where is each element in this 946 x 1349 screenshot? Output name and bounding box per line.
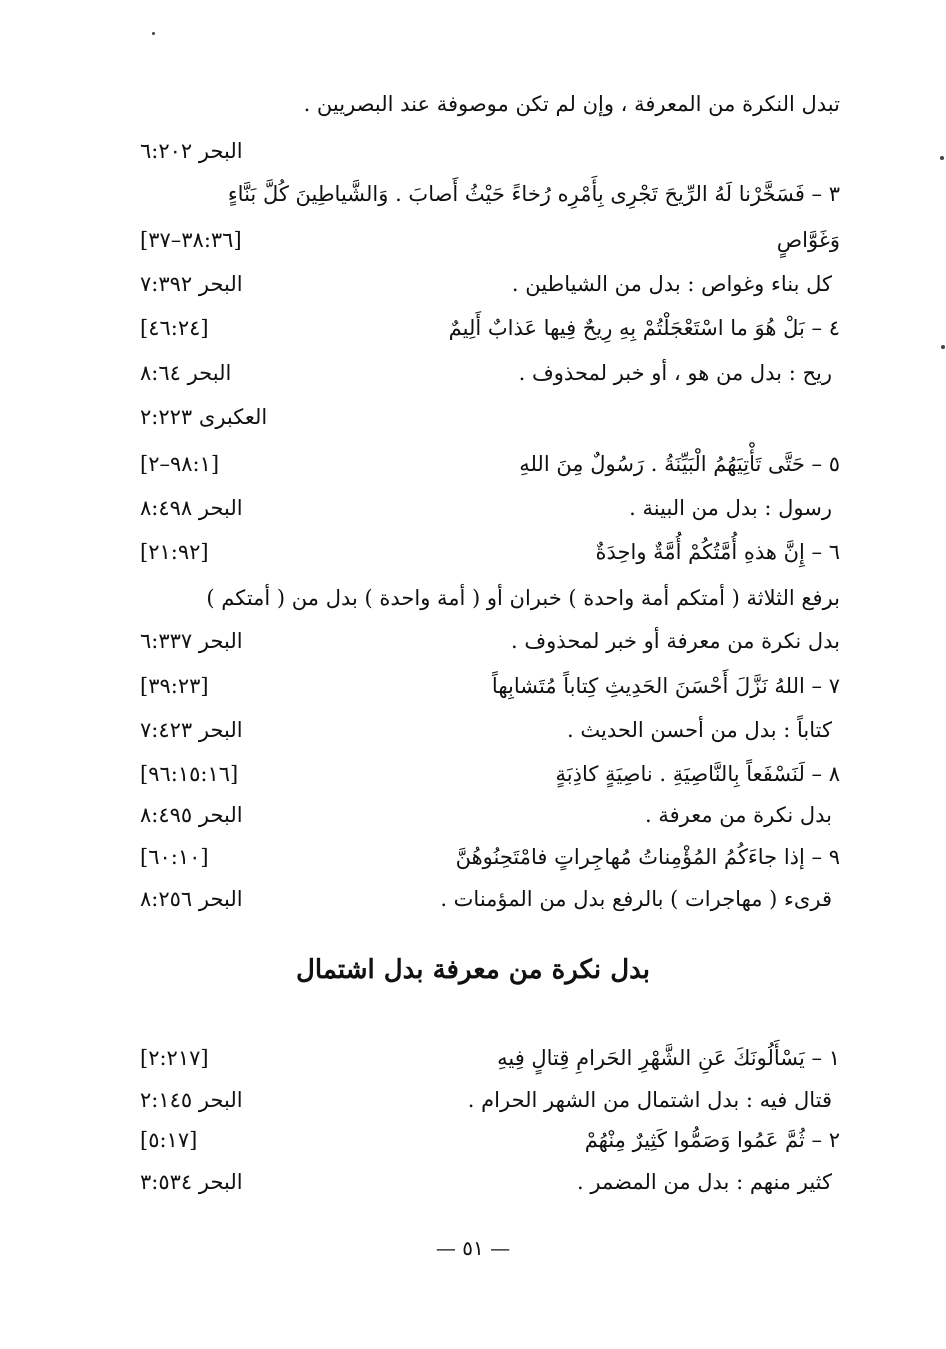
page-number: — ٥١ —	[435, 1236, 511, 1260]
verse-8: ٨ – لَنَسْفَعاً بِالنَّاصِيَةِ . ناصِيَةٍ كاذِبَةٍ	[555, 762, 840, 786]
note-9-ref: البحر ٨:٢٥٦	[140, 887, 243, 911]
note-5-ref: البحر ٨:٤٩٨	[140, 496, 243, 520]
note-3: كل بناء وغواص : بدل من الشياطين .	[511, 272, 832, 296]
verse-4-ref: [٤٦:٢٤]	[140, 316, 209, 340]
note-4-ref2-line	[140, 399, 840, 435]
scan-speck	[941, 345, 945, 349]
note-3-ref: البحر ٧:٣٩٢	[140, 272, 243, 296]
note-7-line	[140, 712, 840, 748]
verse-b1-ref: [٢:٢١٧]	[140, 1046, 209, 1070]
note-b1: قتال فيه : بدل اشتمال من الشهر الحرام .	[467, 1088, 832, 1112]
note-b2-line	[140, 1164, 840, 1200]
verse-3: ٣ – فَسَخَّرْنا لَهُ الرِّيحَ تَجْرِى بِأَمْرِه رُخاءً حَيْثُ أَصابَ . وَالشَّياطِينَ كُلَّ بَنَّاءٍ	[227, 182, 840, 206]
note-4: ريح : بدل من هو ، أو خبر لمحذوف .	[518, 361, 832, 385]
verse-4: ٤ – بَلْ هُوَ ما اسْتَعْجَلْتُمْ بِهِ رِيحٌ فِيها عَذابٌ أَلِيمٌ	[448, 316, 840, 340]
note-5: رسول : بدل من البينة .	[629, 496, 832, 520]
note-9: قرىء ( مهاجرات ) بالرفع بدل من المؤمنات .	[440, 887, 832, 911]
verse-7: ٧ – اللهُ نَزَّلَ أَحْسَنَ الحَدِيثِ كِتاباً مُتَشابِهاً	[491, 674, 840, 698]
intro-text: تبدل النكرة من المعرفة ، وإن لم تكن موصوفة عند البصريين .	[303, 92, 840, 116]
note-6b-line	[140, 623, 840, 659]
scan-speck	[152, 32, 155, 35]
verse-5-ref: [٩٨:١–٢]	[140, 452, 220, 476]
verse-6-line	[140, 534, 840, 570]
note-7: كتاباً : بدل من أحسن الحديث .	[567, 718, 832, 742]
verse-6-ref: [٢١:٩٢]	[140, 540, 209, 564]
verse-9-ref: [٦٠:١٠]	[140, 845, 209, 869]
scan-speck	[940, 156, 944, 160]
note-b1-ref: البحر ٢:١٤٥	[140, 1088, 243, 1112]
note-6: برفع الثلاثة ( أمتكم أمة واحدة ) خبران أو ( أمة واحدة ) بدل من ( أمتكم )	[206, 586, 840, 610]
verse-b2-ref: [٥:١٧]	[140, 1128, 198, 1152]
note-4-ref: البحر ٨:٦٤	[140, 361, 232, 385]
note-9-line	[140, 881, 840, 917]
intro-ref-line	[140, 133, 840, 169]
note-b1-line	[140, 1082, 840, 1118]
verse-4-line	[140, 310, 840, 346]
note-b2: كثير منهم : بدل من المضمر .	[577, 1170, 832, 1194]
verse-9-line	[140, 839, 840, 875]
verse-9: ٩ – إذا جاءَكُمُ المُؤْمِناتُ مُهاجِراتٍ فامْتَحِنُوهُنَّ	[455, 845, 840, 869]
verse-3-cont: وَغَوَّاصٍ	[776, 228, 840, 252]
note-8: بدل نكرة من معرفة .	[644, 803, 832, 827]
verse-8-ref: [٩٦:١٥:١٦]	[140, 762, 239, 786]
note-8-ref: البحر ٨:٤٩٥	[140, 803, 243, 827]
verse-3-ref: [٣٨:٣٦–٣٧]	[140, 228, 242, 252]
verse-b1: ١ – يَسْأَلُونَكَ عَنِ الشَّهْرِ الحَرامِ قِتالٍ فِيهِ	[497, 1046, 840, 1070]
verse-5-line	[140, 446, 840, 482]
section-heading: بدل نكرة من معرفة بدل اشتمال	[296, 955, 650, 985]
intro-line	[140, 86, 840, 122]
note-5-line	[140, 490, 840, 526]
note-4-ref2: العكبرى ٢:٢٢٣	[140, 405, 268, 429]
verse-b2: ٢ – ثُمَّ عَمُوا وَصَمُّوا كَثِيرٌ مِنْهُمْ	[584, 1128, 840, 1152]
verse-6: ٦ – إِنَّ هذهِ أُمَّتُكُمْ أُمَّةٌ واحِدَةٌ	[595, 540, 840, 564]
note-4-line	[140, 355, 840, 391]
verse-b2-line	[140, 1122, 840, 1158]
note-7-ref: البحر ٧:٤٢٣	[140, 718, 243, 742]
intro-ref: البحر ٦:٢٠٢	[140, 139, 243, 163]
verse-b1-line	[140, 1040, 840, 1076]
note-b2-ref: البحر ٣:٥٣٤	[140, 1170, 243, 1194]
verse-3-cont-line	[140, 222, 840, 258]
verse-8-line	[140, 756, 840, 792]
verse-5: ٥ – حَتَّى تَأْتِيَهُمُ الْبَيِّنَةُ . رَسُولٌ مِنَ اللهِ	[519, 452, 840, 476]
note-8-line	[140, 797, 840, 833]
verse-7-line	[140, 668, 840, 704]
verse-7-ref: [٣٩:٢٣]	[140, 674, 209, 698]
note-3-line	[140, 266, 840, 302]
note-6-ref: البحر ٦:٣٣٧	[140, 629, 243, 653]
note-6b: بدل نكرة من معرفة أو خبر لمحذوف .	[511, 629, 840, 653]
